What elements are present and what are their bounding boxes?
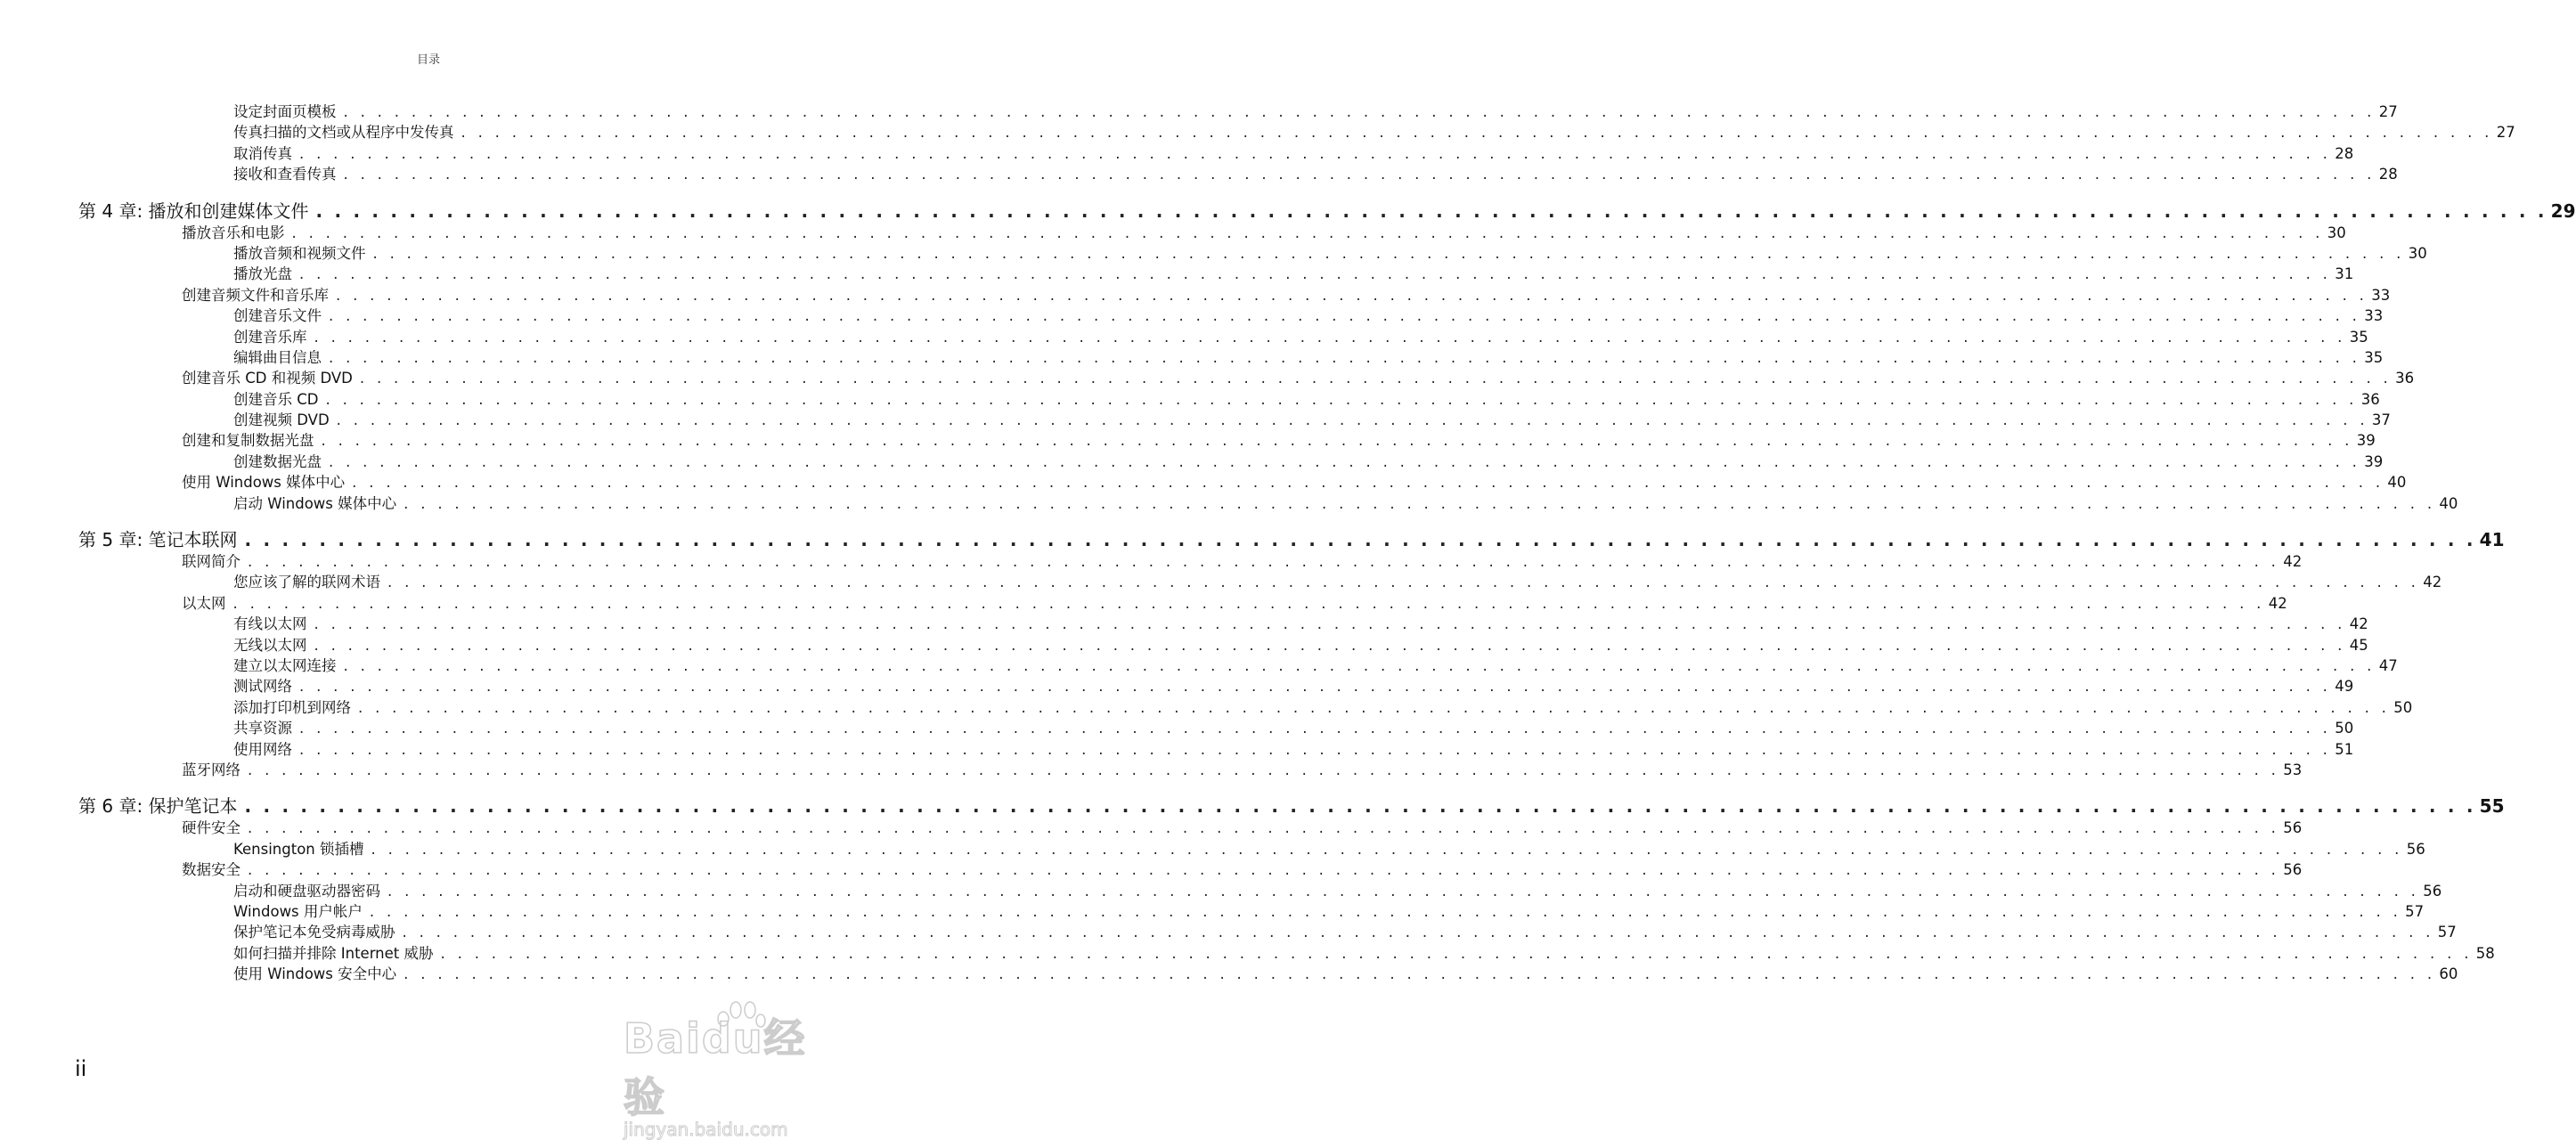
toc-entry-page: 57 — [2437, 924, 2457, 941]
toc-entry-page: 50 — [2393, 698, 2413, 716]
toc-entry-title: 播放光盘 — [233, 265, 292, 283]
toc-entry[interactable] — [0, 697, 2413, 718]
toc-entry-page: 29 — [2550, 200, 2576, 222]
toc-entry-title: 传真扫描的文档或从程序中发传真 — [233, 124, 454, 142]
dot-leader: . . . . . . . . . . . . . . . . . . . . . . . . . . . . . . . . . . . . . . . . . . . . . . . . . . . . . . . . . . . . . . . . . . . . . . . . . . . . . . . . . . . . . . . . . . . . . . . . . . . . . . . . . . . . . . . . . . . . . . . . — [343, 166, 2376, 183]
toc-entry-title: 启动 Windows 媒体中心 — [233, 494, 397, 512]
toc-entry-title: 测试网络 — [233, 678, 292, 696]
dot-leader: . . . . . . . . . . . . . . . . . . . . . . . . . . . . . . . . . . . . . . . . . . . . . . . . . . . . . . . . . . . . . . . . . . . . . . . . . . . . . . . . . . . . . . . . . . . . . . . . . . . . . . . . . . . . . . . . . . . . . . . . — [321, 432, 2353, 450]
toc-entry-title: 第 4 章: 播放和创建媒体文件 — [78, 200, 309, 222]
dot-leader: . . . . . . . . . . . . . . . . . . . . . . . . . . . . . . . . . . . . . . . . . . . . . . . . . . . . . . . . . . . . . . . . . . . . . . . . . . . . . . . . . . . . . . . . . . . . . . . . . . . . . . . . . . . . . . . . . . . . . . . . — [299, 265, 2332, 283]
dot-leader: . . . . . . . . . . . . . . . . . . . . . . . . . . . . . . . . . . . . . . . . . . . . . . . . . . . . . . . . . . . . . . . . . . . . . . . . . . . . . . . . . . . . . . . . . . . . . . . . . . . . . . . . . . . . . . . . . . . . . . . . — [358, 698, 2391, 716]
toc-entry-title: Windows 用户帐户 — [233, 902, 363, 920]
toc-entry-page: 56 — [2406, 840, 2425, 858]
toc-entry-page: 40 — [2439, 494, 2458, 512]
toc-entry-page: 45 — [2349, 636, 2368, 654]
toc-entry-title: 以太网 — [182, 594, 226, 612]
toc-entry[interactable] — [0, 839, 2425, 859]
toc-entry-page: 27 — [2496, 124, 2515, 142]
toc-entry-title: 数据安全 — [182, 861, 240, 879]
dot-leader: . . . . . . . . . . . . . . . . . . . . . . . . . . . . . . . . . . . . . . . . . . . . . . . . . . . . . . . . . . . . . . . . . . . . . . . . . . . . . . . . . . . . . . . . . . . . . . . . . . . . . . . . . . . . . . . . . . . . . . . . — [387, 882, 2420, 900]
toc-entry-title: 取消传真 — [233, 144, 292, 162]
dot-leader: . . . . . . . . . . . . . . . . . . . . . . . . . . . . . . . . . . . . . . . . . . . . . . . . . . . . . . . . . . . . . . . . . . . . . . . . . . . . . . . . . . . . . . . . . . . . . . . . . . . . . . . . . . . . . . . . . . . . . . . . — [440, 944, 2473, 962]
toc-entry[interactable] — [0, 922, 2457, 942]
running-header: 目录 — [416, 53, 440, 67]
toc-entry-title: 创建和复制数据光盘 — [182, 432, 314, 450]
toc-entry-title: 创建音乐 CD — [233, 390, 319, 408]
toc-entry-title: 您应该了解的联网术语 — [233, 574, 380, 591]
toc-entry-page: 56 — [2283, 819, 2303, 837]
dot-leader: . . . . . . . . . . . . . . . . . . . . . . . . . . . . . . . . . . . . . . . . . . . . . . . . . . . . . . . . . . . . . . . . . . . . . . . . . . . . . . . . . . . . . . . . . . . . . . . . . . . . . . . . . . . . . . . . . . . . . . . . — [461, 124, 2493, 142]
toc-entry-page: 35 — [2364, 348, 2384, 366]
toc-entry-title: 无线以太网 — [233, 636, 307, 654]
toc-entry[interactable] — [0, 389, 2380, 410]
table-of-contents — [0, 102, 2576, 984]
dot-leader: . . . . . . . . . . . . . . . . . . . . . . . . . . . . . . . . . . . . . . . . . . . . . . . . . . . . . . . . . . . . . . . . . . . . . . . . . . . . . . . . . . . . . . . . . . . . . . . . . . . . . . . . . . . . . . . . . . . . . . . . — [372, 244, 2405, 262]
dot-leader: . . . . . . . . . . . . . . . . . . . . . . . . . . . . . . . . . . . . . . . . . . . . . . . . . . . . . . . . . . . . . . . . . . . . . . . . . . . . . . . . . . . . . . . . . . . . . . . . . . . . . . . . . . . . . . . . . . . . . . . . — [299, 720, 2332, 737]
dot-leader: . . . . . . . . . . . . . . . . . . . . . . . . . . . . . . . . . . . . . . . . . . . . . . . . . . . . . . . . . . . . . . . . . . . . . . . . . . . . . . . . . . . . . . . . . . . . . . . . . . . . . . . . . . . . . . . . . . . . . . . . — [244, 795, 2476, 818]
watermark-brand: Baidu经验 — [624, 1014, 807, 1121]
toc-entry-page: 33 — [2364, 307, 2384, 325]
toc-entry[interactable] — [0, 593, 2287, 614]
toc-entry[interactable] — [0, 452, 2384, 472]
toc-entry[interactable] — [0, 327, 2368, 347]
toc-entry[interactable] — [0, 472, 2407, 493]
toc-entry-title: 第 5 章: 笔记本联网 — [78, 529, 238, 551]
toc-entry[interactable] — [0, 122, 2515, 142]
toc-entry-title: 创建音乐库 — [233, 328, 307, 346]
dot-leader: . . . . . . . . . . . . . . . . . . . . . . . . . . . . . . . . . . . . . . . . . . . . . . . . . . . . . . . . . . . . . . . . . . . . . . . . . . . . . . . . . . . . . . . . . . . . . . . . . . . . . . . . . . . . . . . . . . . . . . . . — [314, 328, 2346, 346]
toc-entry-page: 57 — [2405, 902, 2425, 920]
dot-leader: . . . . . . . . . . . . . . . . . . . . . . . . . . . . . . . . . . . . . . . . . . . . . . . . . . . . . . . . . . . . . . . . . . . . . . . . . . . . . . . . . . . . . . . . . . . . . . . . . . . . . . . . . . . . . . . . . . . . . . . . — [387, 574, 2420, 591]
toc-entry[interactable] — [0, 223, 2346, 243]
dot-leader: . . . . . . . . . . . . . . . . . . . . . . . . . . . . . . . . . . . . . . . . . . . . . . . . . . . . . . . . . . . . . . . . . . . . . . . . . . . . . . . . . . . . . . . . . . . . . . . . . . . . . . . . . . . . . . . . . . . . . . . . — [359, 370, 2393, 387]
dot-leader: . . . . . . . . . . . . . . . . . . . . . . . . . . . . . . . . . . . . . . . . . . . . . . . . . . . . . . . . . . . . . . . . . . . . . . . . . . . . . . . . . . . . . . . . . . . . . . . . . . . . . . . . . . . . . . . . . . . . . . . . — [232, 594, 2265, 612]
toc-entry[interactable] — [0, 676, 2354, 696]
dot-leader: . . . . . . . . . . . . . . . . . . . . . . . . . . . . . . . . . . . . . . . . . . . . . . . . . . . . . . . . . . . . . . . . . . . . . . . . . . . . . . . . . . . . . . . . . . . . . . . . . . . . . . . . . . . . . . . . . . . . . . . . — [352, 474, 2384, 492]
toc-entry-page: 40 — [2387, 474, 2407, 492]
page-number: ii — [75, 1056, 87, 1081]
toc-entry-title: 联网简介 — [182, 553, 240, 571]
dot-leader: . . . . . . . . . . . . . . . . . . . . . . . . . . . . . . . . . . . . . . . . . . . . . . . . . . . . . . . . . . . . . . . . . . . . . . . . . . . . . . . . . . . . . . . . . . . . . . . . . . . . . . . . . . . . . . . . . . . . . . . . — [244, 529, 2476, 551]
dot-leader: . . . . . . . . . . . . . . . . . . . . . . . . . . . . . . . . . . . . . . . . . . . . . . . . . . . . . . . . . . . . . . . . . . . . . . . . . . . . . . . . . . . . . . . . . . . . . . . . . . . . . . . . . . . . . . . . . . . . . . . . — [248, 761, 2280, 778]
toc-entry[interactable] — [0, 760, 2303, 780]
toc-entry-title: 使用 Windows 媒体中心 — [182, 474, 346, 492]
toc-entry[interactable] — [0, 943, 2495, 964]
dot-leader: . . . . . . . . . . . . . . . . . . . . . . . . . . . . . . . . . . . . . . . . . . . . . . . . . . . . . . . . . . . . . . . . . . . . . . . . . . . . . . . . . . . . . . . . . . . . . . . . . . . . . . . . . . . . . . . . . . . . . . . . — [248, 861, 2280, 879]
toc-entry-title: 创建音频文件和音乐库 — [182, 286, 329, 304]
toc-entry[interactable] — [0, 347, 2384, 368]
toc-entry[interactable] — [0, 368, 2415, 388]
toc-entry-title: 硬件安全 — [182, 819, 240, 837]
dot-leader: . . . . . . . . . . . . . . . . . . . . . . . . . . . . . . . . . . . . . . . . . . . . . . . . . . . . . . . . . . . . . . . . . . . . . . . . . . . . . . . . . . . . . . . . . . . . . . . . . . . . . . . . . . . . . . . . . . . . . . . . — [299, 678, 2332, 696]
toc-entry-title: 创建音乐 CD 和视频 DVD — [182, 370, 353, 387]
toc-entry-page: 36 — [2360, 390, 2380, 408]
toc-entry[interactable] — [0, 614, 2368, 634]
toc-entry[interactable] — [0, 164, 2398, 184]
toc-entry-page: 33 — [2371, 286, 2391, 304]
dot-leader: . . . . . . . . . . . . . . . . . . . . . . . . . . . . . . . . . . . . . . . . . . . . . . . . . . . . . . . . . . . . . . . . . . . . . . . . . . . . . . . . . . . . . . . . . . . . . . . . . . . . . . . . . . . . . . . . . . . . . . . . — [299, 144, 2332, 162]
toc-entry[interactable] — [0, 881, 2442, 901]
toc-entry[interactable] — [0, 739, 2354, 760]
toc-entry[interactable] — [0, 143, 2354, 164]
toc-entry-page: 56 — [2283, 861, 2303, 879]
dot-leader: . . . . . . . . . . . . . . . . . . . . . . . . . . . . . . . . . . . . . . . . . . . . . . . . . . . . . . . . . . . . . . . . . . . . . . . . . . . . . . . . . . . . . . . . . . . . . . . . . . . . . . . . . . . . . . . . . . . . . . . . — [404, 965, 2436, 983]
toc-entry-title: 创建视频 DVD — [233, 411, 330, 429]
dot-leader: . . . . . . . . . . . . . . . . . . . . . . . . . . . . . . . . . . . . . . . . . . . . . . . . . . . . . . . . . . . . . . . . . . . . . . . . . . . . . . . . . . . . . . . . . . . . . . . . . . . . . . . . . . . . . . . . . . . . . . . . — [325, 390, 2358, 408]
dot-leader: . . . . . . . . . . . . . . . . . . . . . . . . . . . . . . . . . . . . . . . . . . . . . . . . . . . . . . . . . . . . . . . . . . . . . . . . . . . . . . . . . . . . . . . . . . . . . . . . . . . . . . . . . . . . . . . . . . . . . . . . — [402, 924, 2434, 941]
toc-entry-title: 使用网络 — [233, 740, 292, 758]
toc-entry[interactable] — [0, 964, 2458, 984]
toc-entry-page: 42 — [2423, 574, 2442, 591]
dot-leader: . . . . . . . . . . . . . . . . . . . . . . . . . . . . . . . . . . . . . . . . . . . . . . . . . . . . . . . . . . . . . . . . . . . . . . . . . . . . . . . . . . . . . . . . . . . . . . . . . . . . . . . . . . . . . . . . . . . . . . . . — [343, 656, 2376, 674]
dot-leader: . . . . . . . . . . . . . . . . . . . . . . . . . . . . . . . . . . . . . . . . . . . . . . . . . . . . . . . . . . . . . . . . . . . . . . . . . . . . . . . . . . . . . . . . . . . . . . . . . . . . . . . . . . . . . . . . . . . . . . . . — [248, 819, 2280, 837]
toc-entry-page: 31 — [2335, 265, 2354, 283]
dot-leader: . . . . . . . . . . . . . . . . . . . . . . . . . . . . . . . . . . . . . . . . . . . . . . . . . . . . . . . . . . . . . . . . . . . . . . . . . . . . . . . . . . . . . . . . . . . . . . . . . . . . . . . . . . . . . . . . . . . . . . . . — [329, 452, 2361, 470]
toc-entry[interactable] — [0, 493, 2458, 514]
toc-entry-page: 58 — [2475, 944, 2495, 962]
toc-entry-page: 28 — [2335, 144, 2354, 162]
watermark-url: jingyan.baidu.com — [624, 1119, 788, 1140]
dot-leader: . . . . . . . . . . . . . . . . . . . . . . . . . . . . . . . . . . . . . . . . . . . . . . . . . . . . . . . . . . . . . . . . . . . . . . . . . . . . . . . . . . . . . . . . . . . . . . . . . . . . . . . . . . . . . . . . . . . . . . . . — [369, 902, 2402, 920]
toc-entry-title: 有线以太网 — [233, 615, 307, 633]
toc-entry-page: 35 — [2349, 328, 2368, 346]
toc-entry-page: 50 — [2335, 720, 2354, 737]
toc-entry-page: 42 — [2349, 615, 2368, 633]
toc-entry[interactable] — [0, 430, 2376, 451]
toc-entry[interactable] — [0, 901, 2425, 922]
dot-leader: . . . . . . . . . . . . . . . . . . . . . . . . . . . . . . . . . . . . . . . . . . . . . . . . . . . . . . . . . . . . . . . . . . . . . . . . . . . . . . . . . . . . . . . . . . . . . . . . . . . . . . . . . . . . . . . . . . . . . . . . — [329, 348, 2361, 366]
toc-entry[interactable] — [0, 859, 2303, 880]
toc-entry-title: 创建数据光盘 — [233, 452, 322, 470]
toc-entry-title: 建立以太网连接 — [233, 656, 337, 674]
toc-entry-page: 39 — [2356, 432, 2376, 450]
toc-entry-page: 51 — [2335, 740, 2354, 758]
dot-leader: . . . . . . . . . . . . . . . . . . . . . . . . . . . . . . . . . . . . . . . . . . . . . . . . . . . . . . . . . . . . . . . . . . . . . . . . . . . . . . . . . . . . . . . . . . . . . . . . . . . . . . . . . . . . . . . . . . . . . . . . — [299, 740, 2332, 758]
dot-leader: . . . . . . . . . . . . . . . . . . . . . . . . . . . . . . . . . . . . . . . . . . . . . . . . . . . . . . . . . . . . . . . . . . . . . . . . . . . . . . . . . . . . . . . . . . . . . . . . . . . . . . . . . . . . . . . . . . . . . . . . — [371, 840, 2403, 858]
toc-entry-title: 创建音乐文件 — [233, 307, 322, 325]
toc-entry-title: 编辑曲目信息 — [233, 348, 322, 366]
toc-entry[interactable] — [0, 635, 2368, 656]
toc-entry-title: 启动和硬盘驱动器密码 — [233, 882, 380, 900]
toc-entry-title: 第 6 章: 保护笔记本 — [78, 795, 238, 818]
dot-leader: . . . . . . . . . . . . . . . . . . . . . . . . . . . . . . . . . . . . . . . . . . . . . . . . . . . . . . . . . . . . . . . . . . . . . . . . . . . . . . . . . . . . . . . . . . . . . . . . . . . . . . . . . . . . . . . . . . . . . . . . — [336, 411, 2368, 429]
toc-entry-page: 56 — [2423, 882, 2442, 900]
toc-entry-title: 保护笔记本免受病毒威胁 — [233, 924, 395, 941]
toc-entry-title: 添加打印机到网络 — [233, 698, 351, 716]
toc-entry-page: 39 — [2364, 452, 2384, 470]
toc-chapter-entry[interactable] — [0, 793, 2505, 819]
toc-entry-page: 47 — [2378, 656, 2398, 674]
toc-entry[interactable] — [0, 551, 2303, 572]
toc-entry-page: 28 — [2378, 166, 2398, 183]
toc-entry[interactable] — [0, 285, 2391, 305]
paw-icon — [713, 1001, 766, 1028]
toc-entry[interactable] — [0, 102, 2398, 122]
toc-entry-page: 41 — [2479, 529, 2505, 551]
dot-leader: . . . . . . . . . . . . . . . . . . . . . . . . . . . . . . . . . . . . . . . . . . . . . . . . . . . . . . . . . . . . . . . . . . . . . . . . . . . . . . . . . . . . . . . . . . . . . . . . . . . . . . . . . . . . . . . . . . . . . . . . — [343, 103, 2376, 120]
toc-entry[interactable] — [0, 305, 2384, 326]
toc-chapter-entry[interactable] — [0, 198, 2576, 224]
dot-leader: . . . . . . . . . . . . . . . . . . . . . . . . . . . . . . . . . . . . . . . . . . . . . . . . . . . . . . . . . . . . . . . . . . . . . . . . . . . . . . . . . . . . . . . . . . . . . . . . . . . . . . . . . . . . . . . . . . . . . . . . — [404, 494, 2436, 512]
dot-leader: . . . . . . . . . . . . . . . . . . . . . . . . . . . . . . . . . . . . . . . . . . . . . . . . . . . . . . . . . . . . . . . . . . . . . . . . . . . . . . . . . . . . . . . . . . . . . . . . . . . . . . . . . . . . . . . . . . . . . . . . — [336, 286, 2368, 304]
toc-entry[interactable] — [0, 410, 2391, 430]
toc-entry-title: 接收和查看传真 — [233, 166, 337, 183]
baidu-watermark — [624, 1006, 837, 1140]
dot-leader: . . . . . . . . . . . . . . . . . . . . . . . . . . . . . . . . . . . . . . . . . . . . . . . . . . . . . . . . . . . . . . . . . . . . . . . . . . . . . . . . . . . . . . . . . . . . . . . . . . . . . . . . . . . . . . . . . . . . . . . . — [315, 200, 2547, 222]
toc-entry-page: 42 — [2268, 594, 2287, 612]
toc-entry[interactable] — [0, 264, 2354, 284]
toc-entry-title: 如何扫描并排除 Internet 威胁 — [233, 944, 434, 962]
dot-leader: . . . . . . . . . . . . . . . . . . . . . . . . . . . . . . . . . . . . . . . . . . . . . . . . . . . . . . . . . . . . . . . . . . . . . . . . . . . . . . . . . . . . . . . . . . . . . . . . . . . . . . . . . . . . . . . . . . . . . . . . — [248, 553, 2280, 571]
toc-entry[interactable] — [0, 572, 2442, 592]
toc-entry-page: 53 — [2283, 761, 2303, 778]
toc-entry[interactable] — [0, 243, 2427, 264]
toc-entry-title: 共享资源 — [233, 720, 292, 737]
toc-entry-title: 播放音频和视频文件 — [233, 244, 366, 262]
toc-entry-page: 60 — [2439, 965, 2458, 983]
toc-entry-page: 49 — [2335, 678, 2354, 696]
toc-entry-title: Kensington 锁插槽 — [233, 840, 364, 858]
toc-entry[interactable] — [0, 656, 2398, 676]
dot-leader: . . . . . . . . . . . . . . . . . . . . . . . . . . . . . . . . . . . . . . . . . . . . . . . . . . . . . . . . . . . . . . . . . . . . . . . . . . . . . . . . . . . . . . . . . . . . . . . . . . . . . . . . . . . . . . . . . . . . . . . . — [314, 636, 2346, 654]
toc-chapter-entry[interactable] — [0, 526, 2505, 553]
toc-entry-page: 37 — [2371, 411, 2391, 429]
toc-entry-page: 30 — [2408, 244, 2427, 262]
toc-entry-title: 播放音乐和电影 — [182, 224, 285, 241]
toc-entry-page: 36 — [2395, 370, 2415, 387]
toc-entry-title: 使用 Windows 安全中心 — [233, 965, 397, 983]
toc-entry-page: 30 — [2327, 224, 2346, 241]
toc-entry-page: 55 — [2479, 795, 2505, 818]
toc-entry[interactable] — [0, 818, 2303, 838]
dot-leader: . . . . . . . . . . . . . . . . . . . . . . . . . . . . . . . . . . . . . . . . . . . . . . . . . . . . . . . . . . . . . . . . . . . . . . . . . . . . . . . . . . . . . . . . . . . . . . . . . . . . . . . . . . . . . . . . . . . . . . . . — [314, 615, 2346, 633]
toc-entry-title: 蓝牙网络 — [182, 761, 240, 778]
dot-leader: . . . . . . . . . . . . . . . . . . . . . . . . . . . . . . . . . . . . . . . . . . . . . . . . . . . . . . . . . . . . . . . . . . . . . . . . . . . . . . . . . . . . . . . . . . . . . . . . . . . . . . . . . . . . . . . . . . . . . . . . — [329, 307, 2361, 325]
toc-entry[interactable] — [0, 718, 2354, 738]
toc-entry-title: 设定封面页模板 — [233, 103, 337, 120]
dot-leader: . . . . . . . . . . . . . . . . . . . . . . . . . . . . . . . . . . . . . . . . . . . . . . . . . . . . . . . . . . . . . . . . . . . . . . . . . . . . . . . . . . . . . . . . . . . . . . . . . . . . . . . . . . . . . . . . . . . . . . . . — [291, 224, 2324, 241]
toc-entry-page: 42 — [2283, 553, 2303, 571]
toc-entry-page: 27 — [2378, 103, 2398, 120]
